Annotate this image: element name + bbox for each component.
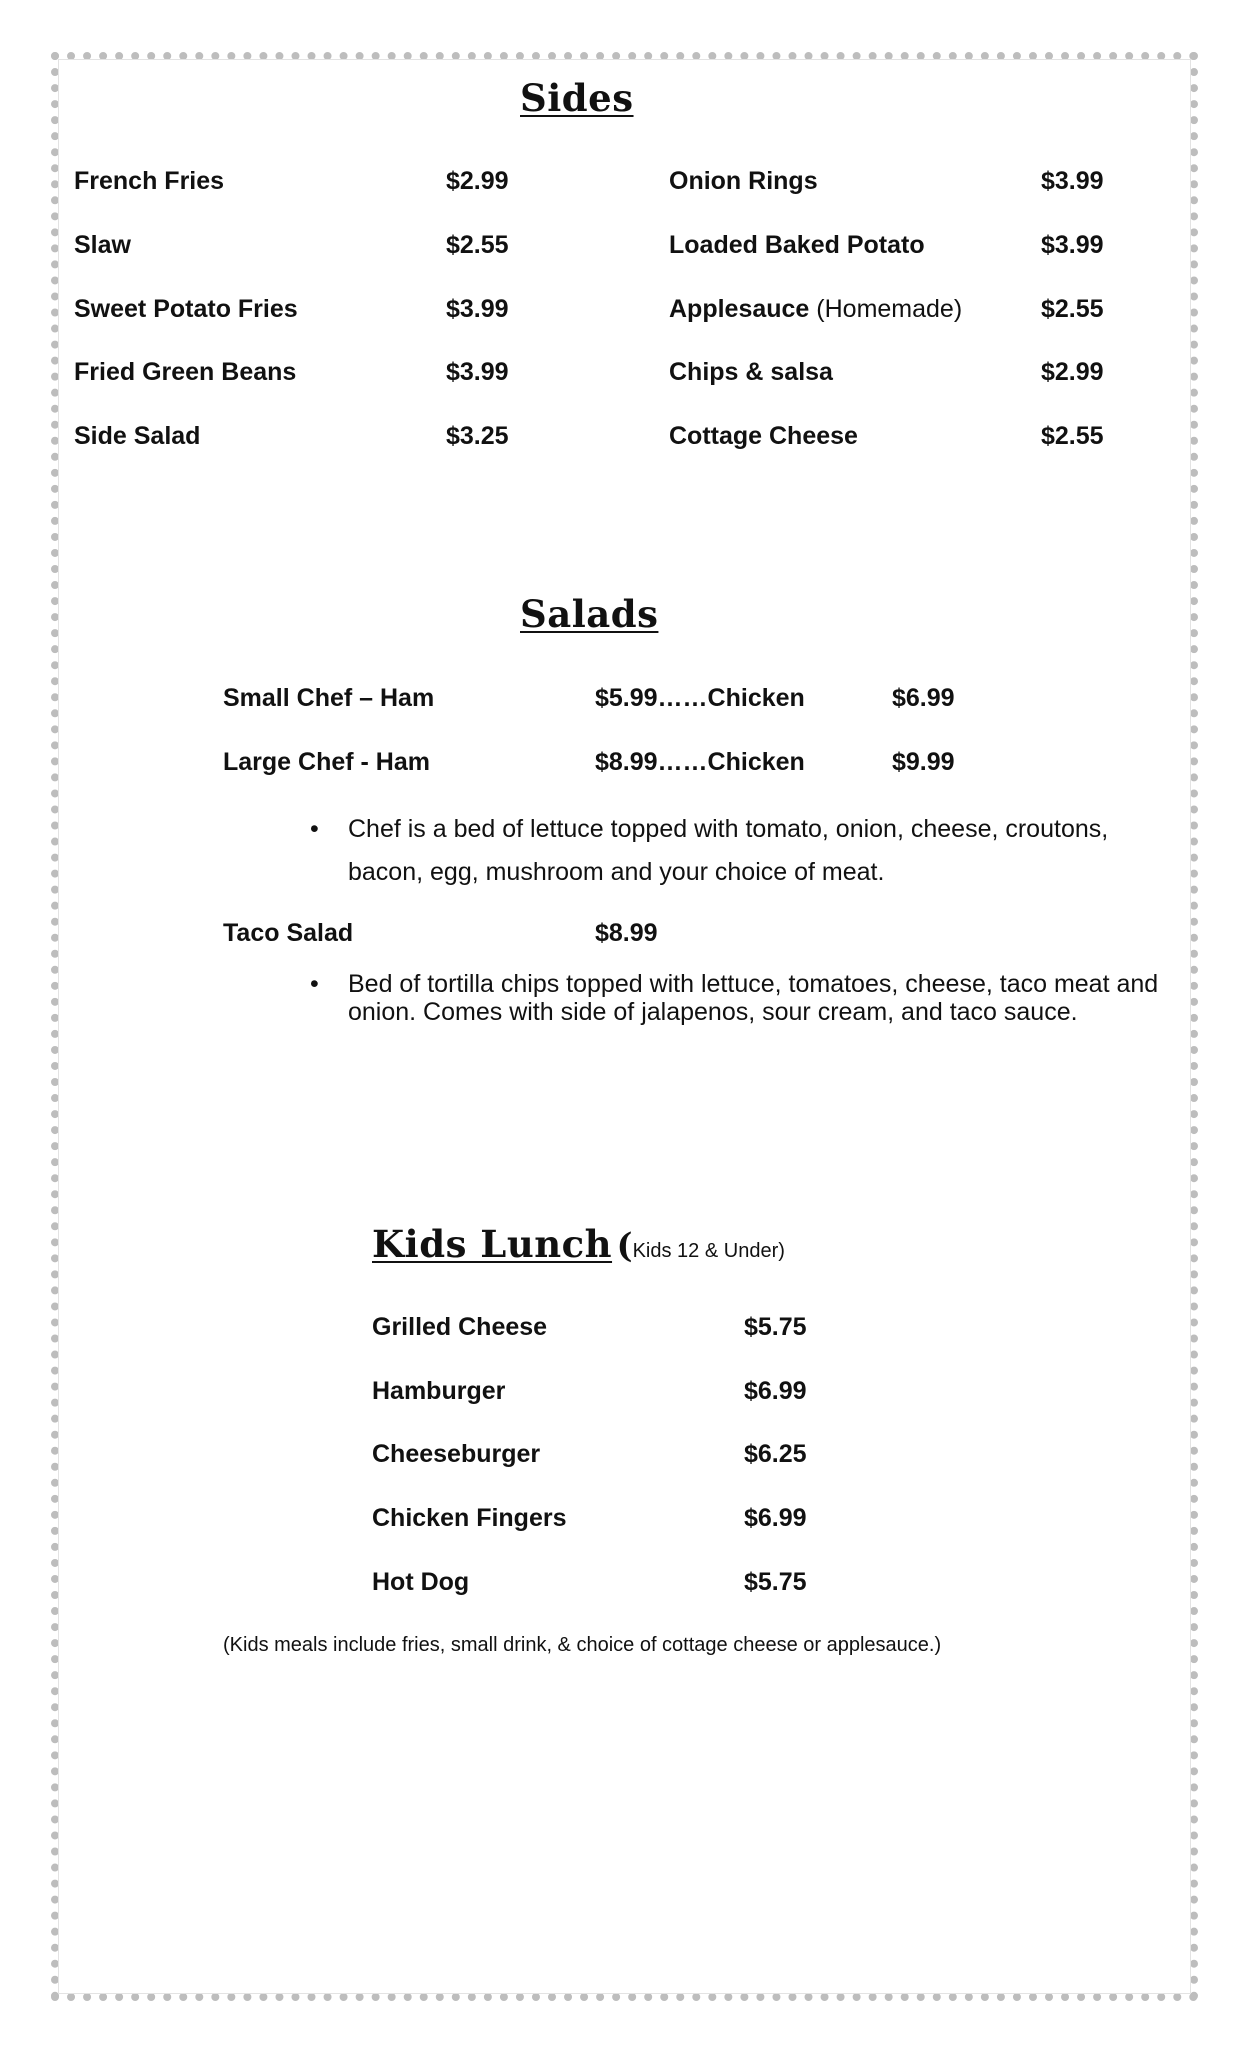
side-item-note: (Homemade) [809, 295, 963, 323]
kids-item-price: $6.25 [744, 1440, 807, 1468]
kids-heading-row [372, 1222, 785, 1266]
salad-item-name: Taco Salad [223, 919, 354, 947]
side-item-price: $2.55 [1041, 422, 1104, 450]
side-item-price: $3.25 [446, 422, 509, 450]
salad-item-price: $8.99 [595, 919, 658, 947]
kids-item-name: Hamburger [372, 1377, 506, 1405]
kids-heading-paren: ( [616, 1226, 633, 1266]
side-item-name: Chips & salsa [669, 358, 833, 386]
side-item-name: Applesauce [669, 295, 810, 323]
side-item-name: Cottage Cheese [669, 422, 858, 450]
side-item-price: $3.99 [1041, 231, 1104, 259]
salad-item-price: $8.99……Chicken [595, 748, 805, 776]
kids-item-name: Chicken Fingers [372, 1504, 567, 1532]
kids-subtitle: Kids 12 & Under) [632, 1240, 785, 1262]
kids-item-name: Cheeseburger [372, 1440, 541, 1468]
side-item-price: $3.99 [446, 358, 509, 386]
kids-footnote: (Kids meals include fries, small drink, & choice of cottage cheese or applesauce.) [223, 1634, 942, 1656]
side-item-name: Onion Rings [669, 167, 818, 195]
salad-item-name: Large Chef - Ham [223, 748, 430, 776]
side-item-price: $3.99 [446, 295, 509, 323]
salad-item-price-chicken: $6.99 [892, 684, 955, 712]
side-item-price: $2.55 [1041, 295, 1104, 323]
salad-item-price-chicken: $9.99 [892, 748, 955, 776]
side-item-name: Loaded Baked Potato [669, 231, 925, 259]
bullet-icon: • [310, 815, 319, 843]
salad-item-price: $5.99……Chicken [595, 684, 805, 712]
bullet-icon: • [310, 970, 319, 998]
side-item-price: $3.99 [1041, 167, 1104, 195]
side-item-name: Sweet Potato Fries [74, 295, 298, 323]
side-item-price: $2.99 [446, 167, 509, 195]
side-item-name: Slaw [74, 231, 131, 259]
taco-description [310, 970, 1190, 1030]
side-item-name: Side Salad [74, 422, 201, 450]
kids-item-price: $5.75 [744, 1313, 807, 1341]
salads-heading: Salads [520, 592, 659, 636]
chef-description [310, 808, 1190, 898]
kids-item-price: $5.75 [744, 1568, 807, 1596]
chef-description-text: Chef is a bed of lettuce topped with tomato, onion, cheese, croutons, bacon, egg, mushroom and your choice of meat. [348, 815, 1109, 886]
salad-item-name: Small Chef – Ham [223, 684, 435, 712]
kids-heading: Kids Lunch [372, 1222, 613, 1266]
kids-item-name: Hot Dog [372, 1568, 470, 1596]
kids-item-price: $6.99 [744, 1504, 807, 1532]
side-item-price: $2.55 [446, 231, 509, 259]
side-item-price: $2.99 [1041, 358, 1104, 386]
kids-item-name: Grilled Cheese [372, 1313, 548, 1341]
taco-description-text: Bed of tortilla chips topped with lettuce, tomatoes, cheese, taco meat and onion. Comes with side of jalapenos, sour cream, and taco sauce. [348, 970, 1159, 1026]
side-item-name: French Fries [74, 167, 225, 195]
sides-heading: Sides [520, 76, 634, 120]
side-item-line [669, 295, 962, 324]
side-item-name: Fried Green Beans [74, 358, 297, 386]
kids-item-price: $6.99 [744, 1377, 807, 1405]
